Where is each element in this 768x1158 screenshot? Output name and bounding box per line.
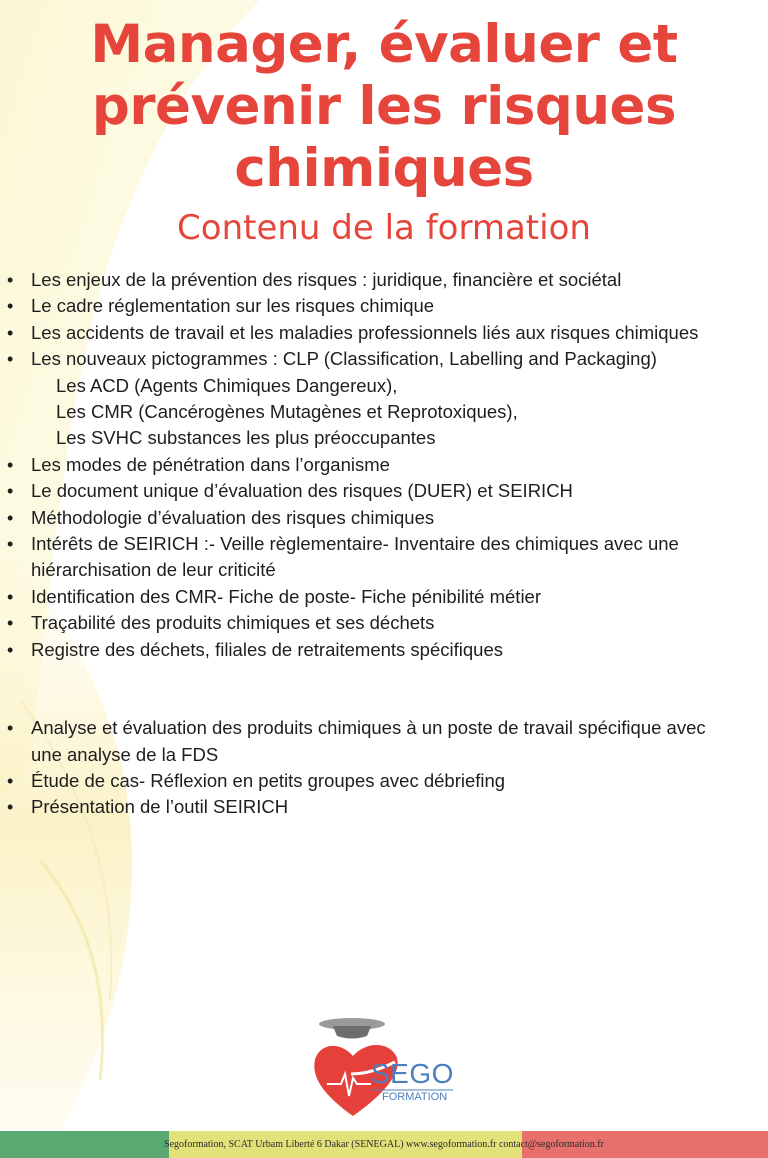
list-item: [0, 293, 760, 319]
bullet-icon: •: [7, 534, 14, 555]
list-item: [0, 584, 760, 610]
list-item-text: Analyse et évaluation des produits chimiques à un poste de travail spécifique avec: [31, 717, 706, 739]
list-item: [0, 505, 760, 531]
list-item-text: Registre des déchets, filiales de retraitements spécifiques: [31, 638, 503, 660]
logo-tagline: FORMATION: [382, 1091, 448, 1103]
title-line: chimiques: [234, 138, 534, 199]
bullet-icon: •: [7, 797, 14, 818]
list-item-text: une analyse de la FDS: [31, 743, 219, 765]
list-item-continuation: [0, 557, 760, 583]
sub-list-item: Les ACD (Agents Chimiques Dangereux),: [56, 374, 398, 396]
bullet-icon: •: [7, 270, 14, 290]
sub-list-item: Les SVHC substances les plus préoccupantes: [56, 427, 436, 449]
bullet-icon: •: [7, 586, 14, 607]
title-line: Manager, évaluer et: [90, 14, 678, 75]
bullet-icon: •: [7, 349, 14, 370]
list-item-text: Les accidents de travail et les maladies professionnels liés aux risques chimiques: [31, 321, 699, 343]
footer-contact-text: Segoformation, SCAT Urbam Liberté 6 Dakar (SENEGAL) www.segoformation.fr contact@segoformation.fr: [164, 1139, 604, 1150]
list-item-text: Traçabilité des produits chimiques et ses déchets: [31, 612, 435, 634]
bullet-icon: •: [7, 613, 14, 634]
list-item-text: Le cadre réglementation sur les risques chimique: [31, 295, 435, 317]
training-content-list: [0, 267, 760, 821]
bullet-icon: •: [7, 718, 14, 739]
bullet-icon: •: [7, 296, 14, 317]
graduation-cap-icon: [319, 1018, 385, 1039]
list-item-text: Identification des CMR- Fiche de poste- Fiche pénibilité métier: [31, 585, 542, 607]
title-line: prévenir les risques: [91, 76, 677, 137]
list-item: [0, 715, 760, 741]
bullet-icon: •: [7, 770, 14, 791]
page-title: [0, 14, 768, 200]
list-item-text: hiérarchisation de leur criticité: [31, 559, 276, 581]
list-item-text: Le document unique d’évaluation des risques (DUER) et SEIRICH: [31, 480, 573, 502]
list-item-text: Les enjeux de la prévention des risques : juridique, financière et sociétal: [31, 269, 622, 290]
list-item: [0, 346, 760, 372]
list-item: [0, 452, 760, 478]
list-item-text: Présentation de l’outil SEIRICH: [31, 796, 289, 818]
list-item: [0, 637, 760, 663]
list-item: [0, 478, 760, 504]
list-item-text: Les modes de pénétration dans l’organisme: [31, 453, 390, 475]
list-item: [0, 320, 760, 346]
list-item-text: Méthodologie d’évaluation des risques chimiques: [31, 506, 435, 528]
list-item-text: Les nouveaux pictogrammes : CLP (Classification, Labelling and Packaging): [31, 348, 657, 370]
logo-name: SEGO: [371, 1058, 454, 1089]
bullet-icon: •: [7, 639, 14, 660]
list-spacer: [0, 663, 760, 715]
list-item: [0, 794, 760, 820]
bullet-icon: •: [7, 481, 14, 502]
list-item: [0, 531, 760, 557]
section-subtitle: Contenu de la formation: [177, 208, 591, 248]
bullet-icon: •: [7, 454, 14, 475]
footer-bar: [0, 1131, 768, 1158]
list-item-text: Étude de cas- Réflexion en petits groupes avec débriefing: [31, 769, 506, 791]
bullet-icon: •: [7, 322, 14, 343]
bullet-icon: •: [7, 507, 14, 528]
sub-list-item: Les CMR (Cancérogènes Mutagènes et Reprotoxiques),: [56, 401, 518, 423]
list-item: [0, 610, 760, 636]
list-item: [0, 768, 760, 794]
list-item-continuation: [0, 742, 760, 768]
list-item-text: Intérêts de SEIRICH :- Veille règlementaire- Inventaire des chimiques avec une: [31, 533, 679, 555]
list-item: [0, 267, 760, 293]
